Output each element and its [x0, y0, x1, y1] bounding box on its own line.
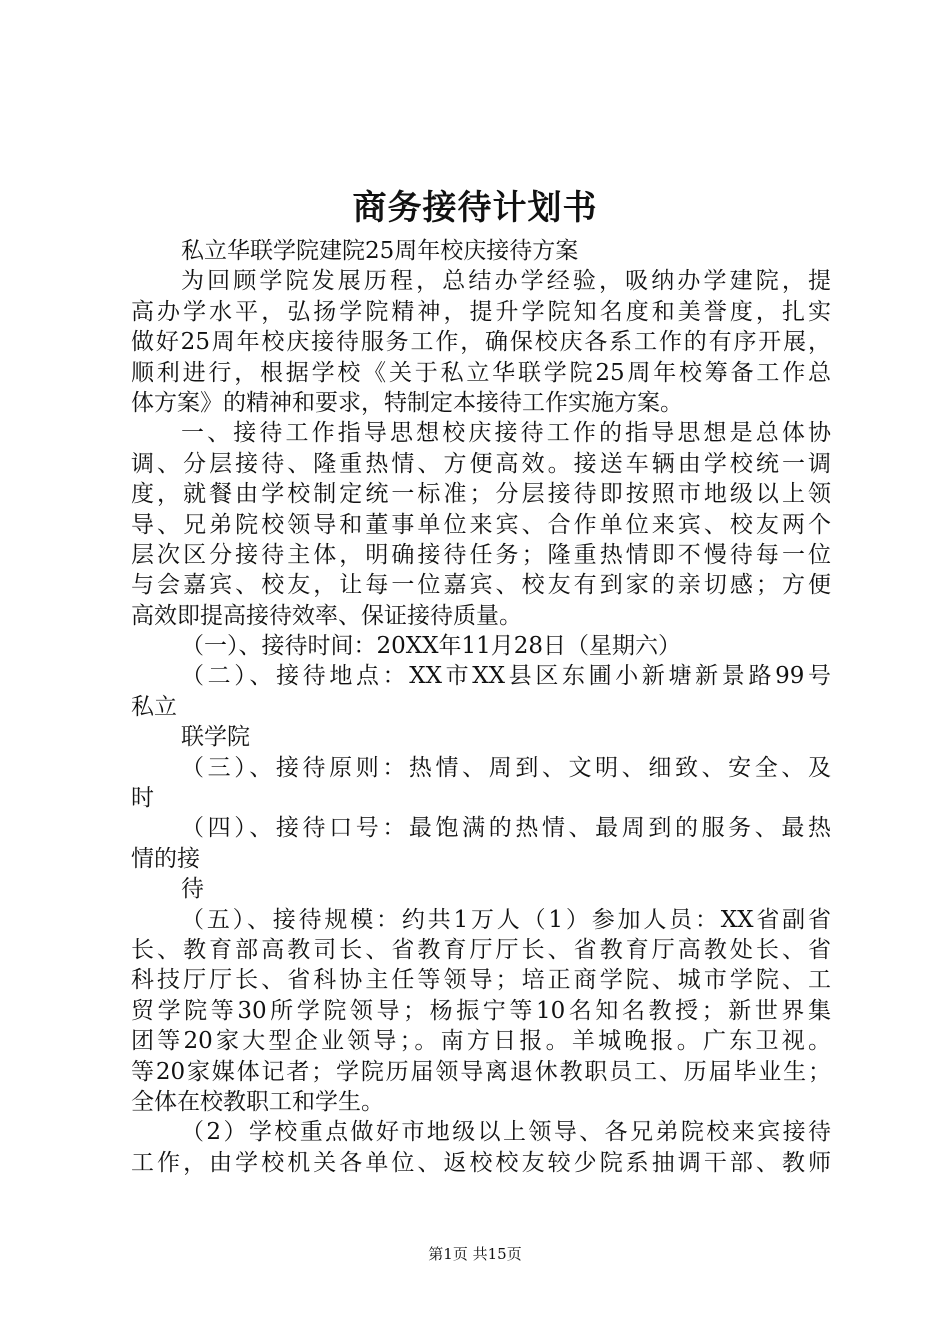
text-line: （五）、接待规模：约共1万人（1）参加人员：XX省副省: [181, 906, 831, 933]
text-line: （二）、接待地点：XX市XX县区东圃小新塘新景路99号: [181, 663, 831, 690]
text-line: 科技厅厅长、省科协主任等领导；培正商学院、城市学院、工: [131, 967, 831, 994]
text-line: 层次区分接待主体，明确接待任务；隆重热情即不慢待每一位: [131, 541, 831, 568]
text-line: 工作，由学校机关各单位、返校校友较少院系抽调干部、教师: [131, 1149, 831, 1176]
text-line: 长、教育部高教司长、省教育厅厅长、省教育厅高教处长、省: [131, 936, 831, 963]
text-line: （2）学校重点做好市地级以上领导、各兄弟院校来宾接待: [181, 1119, 831, 1146]
page-footer: 第1页 共15页: [428, 1245, 522, 1263]
text-line: 与会嘉宾、校友，让每一位嘉宾、校友有到家的亲切感；方便: [131, 572, 831, 599]
text-line: （三）、接待原则：热情、周到、文明、细致、安全、及: [181, 754, 831, 781]
text-line: 联学院: [181, 724, 250, 751]
text-line: 调、分层接待、隆重热情、方便高效。接送车辆由学校统一调: [131, 450, 831, 477]
text-line: 度，就餐由学校制定统一标准；分层接待即按照市地级以上领: [131, 481, 831, 508]
text-line: 私立华联学院建院25周年校庆接待方案: [181, 238, 579, 264]
document-body: [131, 236, 831, 1178]
text-line: 高办学水平，弘扬学院精神，提升学院知名度和美誉度，扎实: [131, 298, 831, 325]
text-line: 私立: [131, 693, 177, 720]
text-line: 体方案》的精神和要求，特制定本接待工作实施方案。: [131, 389, 683, 416]
text-line: 贸学院等30所学院领导；杨振宁等10名知名教授；新世界集: [131, 997, 831, 1024]
text-line: 高效即提高接待效率、保证接待质量。: [131, 602, 522, 629]
text-line: 时: [131, 785, 154, 812]
text-line: 全体在校教职工和学生。: [131, 1088, 384, 1115]
text-line: 等20家媒体记者；学院历届领导离退休教职员工、历届毕业生；: [131, 1058, 831, 1085]
text-line: 一、接待工作指导思想校庆接待工作的指导思想是总体协: [181, 420, 831, 447]
text-line: 为回顾学院发展历程，总结办学经验，吸纳办学建院，提: [181, 268, 831, 295]
text-line: 待: [181, 876, 204, 903]
text-line: 导、兄弟院校领导和董事单位来宾、合作单位来宾、校友两个: [131, 511, 831, 538]
text-line: （一）、接待时间：20XX年11月28日（星期六）: [181, 633, 682, 660]
text-line: （四）、接待口号：最饱满的热情、最周到的服务、最热: [181, 815, 831, 842]
text-line: 团等20家大型企业领导；。南方日报。羊城晚报。广东卫视。: [131, 1028, 831, 1055]
text-line: 情的接: [131, 845, 200, 872]
document-title: 商务接待计划书: [352, 188, 598, 228]
text-line: 做好25周年校庆接待服务工作，确保校庆各系工作的有序开展，: [131, 329, 831, 356]
text-line: 顺利进行，根据学校《关于私立华联学院25周年校筹备工作总: [131, 359, 831, 386]
